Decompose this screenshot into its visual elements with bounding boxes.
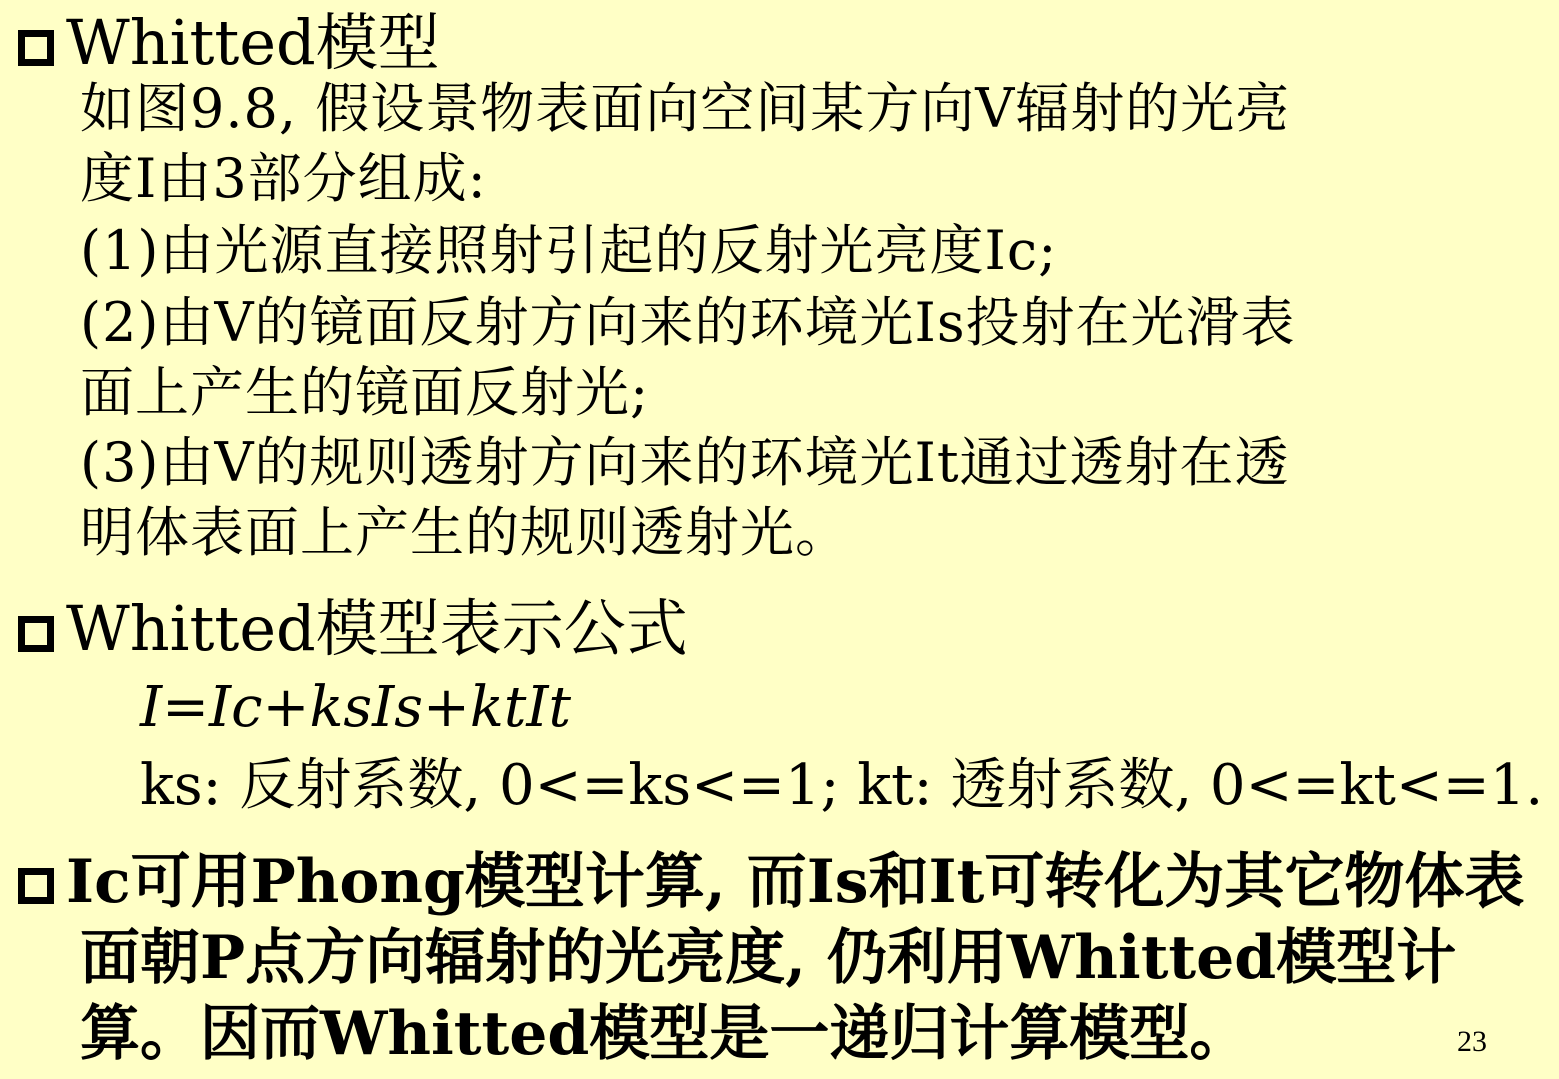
section1-heading: Whitted模型: [66, 6, 440, 79]
section2-heading-row: [18, 592, 688, 665]
section1-line-7: 明体表面上产生的规则透射光。: [80, 501, 850, 564]
square-bullet-icon: [18, 30, 54, 66]
section1-line-1: 如图9.8, 假设景物表面向空间某方向V辐射的光亮: [80, 77, 1291, 140]
section1-line-6: (3)由V的规则透射方向来的环境光It通过透射在透: [80, 431, 1290, 494]
section1-heading-row: [18, 6, 440, 79]
square-bullet-icon: [18, 616, 54, 652]
section2-heading: Whitted模型表示公式: [66, 592, 688, 665]
page-number: 23: [1457, 1025, 1487, 1058]
whitted-formula: [140, 675, 571, 740]
line2-text: 度I由3部分组成:: [80, 147, 487, 210]
section1-line-5: 面上产生的镜面反射光;: [80, 361, 650, 424]
section3-line-3: 算。因而Whitted模型是一递归计算模型。: [80, 999, 1250, 1069]
square-bullet-icon: [18, 868, 54, 904]
section1-line-4: (2)由V的镜面反射方向来的环境光Is投射在光滑表: [80, 291, 1296, 354]
section3-line-1: Ic可用Phong模型计算, 而Is和It可转化为其它物体表: [66, 847, 1525, 917]
section1-line-2: [80, 147, 487, 210]
formula-text: I=Ic+ksIs+ktIt: [140, 675, 571, 740]
section1-line-3: (1)由光源直接照射引起的反射光亮度Ic;: [80, 219, 1058, 282]
section3-line-2: 面朝P点方向辐射的光亮度, 仍利用Whitted模型计: [80, 923, 1457, 993]
coefficients-line: ks: 反射系数, 0<=ks<=1; kt: 透射系数, 0<=kt<=1.: [140, 753, 1544, 818]
section3-first-row: [18, 847, 1525, 917]
